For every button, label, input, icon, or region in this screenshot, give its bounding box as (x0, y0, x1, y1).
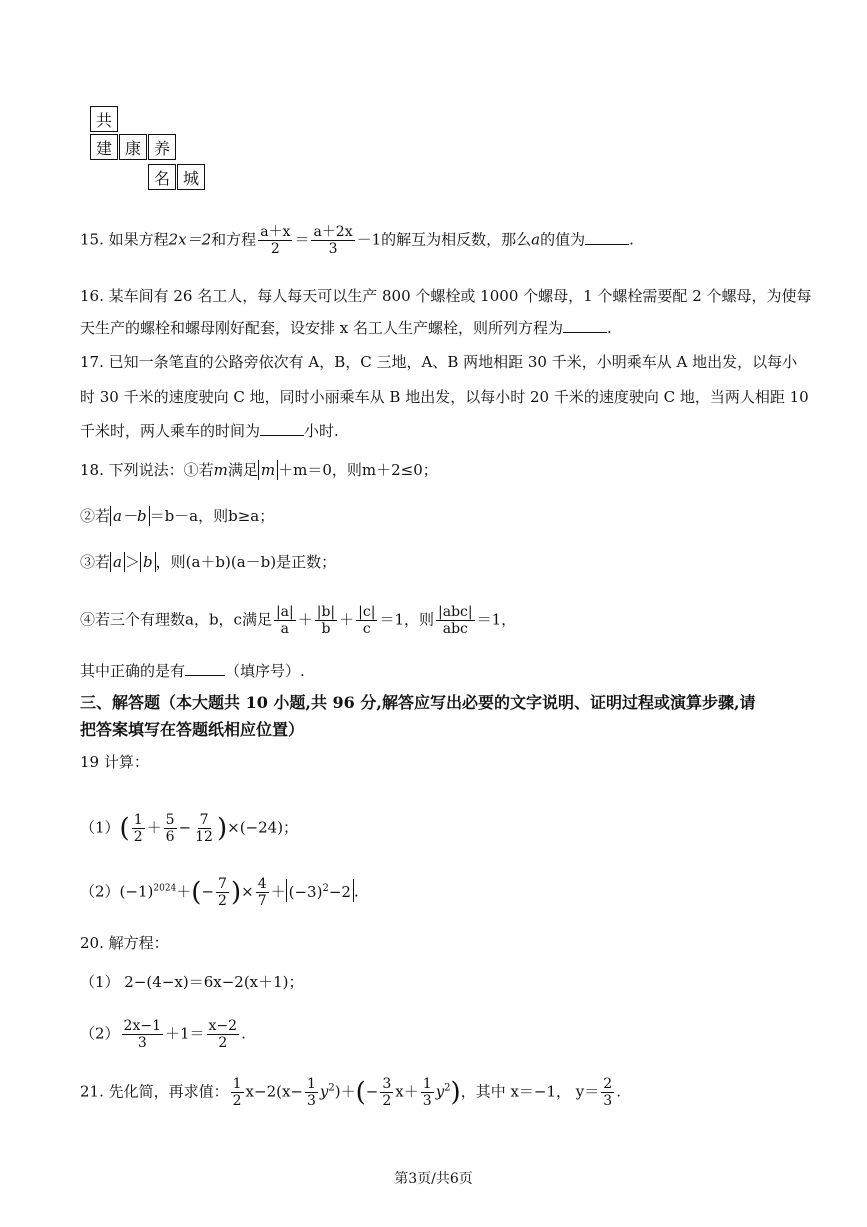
q20-text: ＋1＝ (165, 1024, 205, 1043)
numerator: 1 (133, 812, 143, 828)
fraction (207, 1018, 240, 1051)
section-3-heading-line-1: 三、解答题（本大题共 10 小题,共 96 分,解答应写出必要的文字说明、证明过程或演算步骤,请 (80, 693, 756, 712)
denominator: 3 (137, 1035, 147, 1051)
exponent: 2 (328, 1082, 335, 1094)
part-label: （2） (80, 1024, 120, 1043)
numerator: 1 (232, 1076, 242, 1092)
q15-var: a (531, 230, 541, 249)
paren: ( (355, 1077, 366, 1108)
q16-text: 天生产的螺栓和螺母刚好配套，设安排 x 名工人生产螺栓，则所列方程为 (80, 319, 563, 337)
q18-text: ＝1， (476, 610, 517, 629)
q21-text: )＋ (334, 1082, 356, 1101)
abs-content: b (142, 553, 153, 571)
q21-text: ，其中 x＝−1， y＝ (460, 1082, 600, 1101)
q18-text: （填序号）. (225, 662, 305, 680)
denominator: 12 (195, 829, 213, 845)
abs-content: a－b (113, 507, 147, 525)
question-20-title: 20. 解方程： (80, 934, 169, 952)
net-cell: 康 (119, 134, 147, 160)
q15-eq1: 2x＝2 (168, 230, 212, 249)
q21-text: x＋ (395, 1082, 419, 1101)
exponent: 2 (444, 1082, 451, 1094)
denominator: b (321, 621, 331, 637)
net-cell: 共 (90, 106, 118, 132)
net-cell: 名 (148, 164, 176, 190)
q21-var: y (319, 1082, 329, 1101)
denominator: 3 (603, 1093, 613, 1109)
period: . (607, 319, 612, 337)
question-21: 21. 先化简，再求值： $\frac{1}{2}$ x−2(x− $\frac{1}{3}$ $y^2)+(-$ $\frac{3}{2}$ x＋ $\frac{1}{3}$ $y^2$)，其中 x＝−1， y＝ $\frac{2}{3}$ . (80, 1076, 621, 1109)
abs-value (110, 506, 150, 526)
question-15 (80, 224, 634, 257)
question-18-statement-4: ④若三个有理数a，b，c满足 $\frac{|a|}{a}$ ＋ $\frac{|b|}{b}$ ＋ $\frac{|c|}{c}$ ＝1，则 $\frac{\text{|abc|}}{\text{abc}}$ ＝1， (80, 604, 517, 637)
numerator: a＋2x (313, 224, 353, 240)
q15-end: 的值为 (540, 230, 586, 249)
abs-value (286, 879, 354, 902)
q18-text: 其中正确的是有 (80, 662, 186, 680)
abs-value (140, 552, 156, 572)
q17-text: 千米时，两人乘车的时间为 (80, 422, 261, 440)
question-16-line-2 (80, 318, 612, 338)
q18-text: ＝b－a，则b≥a； (149, 507, 275, 525)
net-cell: 建 (90, 134, 118, 160)
q21-text: x−2(x− (245, 1082, 303, 1101)
q18-text: 满足 (227, 461, 258, 479)
fraction (436, 604, 475, 637)
numerator: 3 (382, 1076, 392, 1092)
q15-tail: －1的解互为相反数，那么 (356, 230, 532, 249)
question-17-line-1: 17. 已知一条笔直的公路旁依次有 A，B，C 三地，A、B 两地相距 30 千米，小明乘车从 A 地出发，以每小 (80, 353, 798, 371)
answer-blank[interactable] (260, 421, 304, 436)
q18-intro: 18. 下列说法：①若 (80, 461, 214, 479)
numerator: 5 (165, 812, 175, 828)
answer-blank[interactable] (585, 230, 629, 245)
q17-unit: 小时. (304, 422, 339, 440)
denominator: a (280, 621, 290, 637)
question-18-statement-1 (80, 460, 438, 480)
greater-than: ＞ (124, 553, 140, 571)
numerator: |a| (275, 604, 294, 620)
numerator: 4 (257, 876, 267, 892)
period: . (353, 882, 359, 901)
abs-content: a (113, 553, 122, 571)
fraction (380, 1076, 393, 1109)
denominator: 7 (257, 893, 267, 909)
fraction (216, 876, 229, 909)
q18-text: ③若 (80, 553, 111, 571)
paren: ( (119, 813, 130, 844)
answer-blank[interactable] (185, 661, 225, 676)
paren: ) (216, 813, 228, 844)
denominator: 2 (218, 893, 227, 909)
fraction (421, 1076, 434, 1109)
net-cell: 养 (148, 134, 176, 160)
net-cell: 城 (177, 164, 205, 190)
question-18-ending (80, 661, 305, 681)
numerator: 1 (307, 1076, 316, 1092)
denominator: 6 (165, 829, 175, 845)
q19-text: ×(−24)； (227, 818, 299, 837)
part-label: （1） (80, 818, 120, 837)
denominator: 3 (307, 1093, 316, 1109)
numerator: 7 (199, 812, 209, 828)
q18-text: ②若 (80, 507, 111, 525)
denominator: c (362, 621, 371, 637)
paren: ( (191, 877, 202, 908)
denominator: 2 (270, 241, 280, 257)
abs-content: −2 (328, 882, 351, 901)
paren: ) (450, 1077, 461, 1108)
exponent: 2 (322, 882, 329, 894)
denominator: 2 (133, 829, 143, 845)
fraction (315, 604, 337, 637)
period: . (241, 1024, 246, 1043)
denominator: 2 (218, 1035, 228, 1051)
q19-text: ＋ (270, 882, 286, 901)
numerator: |abc| (438, 604, 473, 620)
exponent: 2024 (153, 883, 177, 894)
question-20-part-1: （1） 2−(4−x)＝6x−2(x＋1)； (80, 973, 304, 991)
abs-content: (−3) (288, 882, 323, 901)
numerator: 7 (218, 876, 227, 892)
question-16-line-1: 16. 某车间有 26 名工人，每人每天可以生产 800 个螺栓或 1000 个螺母，1 个螺栓需要配 2 个螺母，为使每 (80, 287, 812, 305)
section-3-heading-line-2: 把答案填写在答题纸相应位置） (80, 720, 305, 739)
denominator: 2 (232, 1093, 242, 1109)
q18-text: ＋m＝0，则m＋2≤0； (278, 461, 438, 479)
denominator: 3 (328, 241, 338, 257)
question-17-line-3 (80, 421, 339, 441)
q15-mid: 和方程 (211, 230, 257, 249)
numerator: 1 (422, 1076, 432, 1092)
numerator: x−2 (208, 1018, 238, 1034)
period: . (616, 1082, 621, 1101)
q15-fraction-2 (311, 224, 354, 257)
q19-text: (−1) (119, 882, 154, 901)
fraction (256, 876, 269, 909)
question-19-part-1: （1）( $\frac{1}{2}$ ＋ $\frac{5}{6}$ − $\frac{7}{12}$ )×(−24)； (80, 812, 299, 845)
numerator: 2 (603, 1076, 613, 1092)
fraction (231, 1076, 244, 1109)
q15-fraction-1 (258, 224, 292, 257)
denominator: 3 (422, 1093, 432, 1109)
fraction (601, 1076, 614, 1109)
answer-blank[interactable] (563, 318, 607, 333)
question-19-part-2: $(2)(-1)^{2024}+(-$ $\frac{7}{2}$ )× $\frac{4}{7}$ ＋ $(-3)^2-2$ . (80, 876, 359, 909)
question-18-statement-2 (80, 506, 274, 526)
period: . (629, 230, 634, 249)
numerator: a＋x (260, 224, 291, 240)
part-label: （2） (80, 882, 120, 901)
fraction (122, 1018, 163, 1051)
q21-var: y (435, 1082, 445, 1101)
q19-text: × (241, 882, 254, 901)
q18-text: ④若三个有理数a，b，c满足 (80, 610, 272, 629)
denominator: 2 (382, 1093, 392, 1109)
page-number: 第3页/共6页 (394, 1171, 473, 1187)
numerator: 2x−1 (123, 1018, 161, 1034)
question-17-line-2: 时 30 千米的速度驶向 C 地，同时小丽乘车从 B 地出发，以每小时 20 千米的速度驶向 C 地，当两人相距 10 (80, 388, 809, 406)
paren: ) (230, 877, 242, 908)
q15-prefix: 15. 如果方程 (80, 230, 169, 249)
q21-text: 21. 先化简，再求值： (80, 1082, 229, 1101)
fraction (356, 604, 377, 637)
q19-text: ＋ (176, 882, 192, 901)
fraction (305, 1076, 318, 1109)
question-20-part-2 (80, 1018, 246, 1051)
q18-var-m: m (260, 461, 276, 479)
q18-var-m: m (213, 461, 228, 479)
equals-sign: ＝ (294, 230, 310, 249)
fraction (193, 812, 215, 845)
numerator: |c| (358, 604, 376, 620)
fraction (274, 604, 296, 637)
abs-value (110, 552, 125, 572)
fraction (164, 812, 177, 845)
question-19-title: 19 计算： (80, 753, 149, 771)
q18-text: ，则(a＋b)(a－b)是正数； (155, 553, 337, 571)
numerator: |b| (316, 604, 336, 620)
denominator: abc (442, 621, 468, 637)
abs-value (258, 460, 278, 480)
q18-text: ＝1，则 (379, 610, 434, 629)
fraction (132, 812, 145, 845)
question-18-statement-3 (80, 552, 336, 572)
